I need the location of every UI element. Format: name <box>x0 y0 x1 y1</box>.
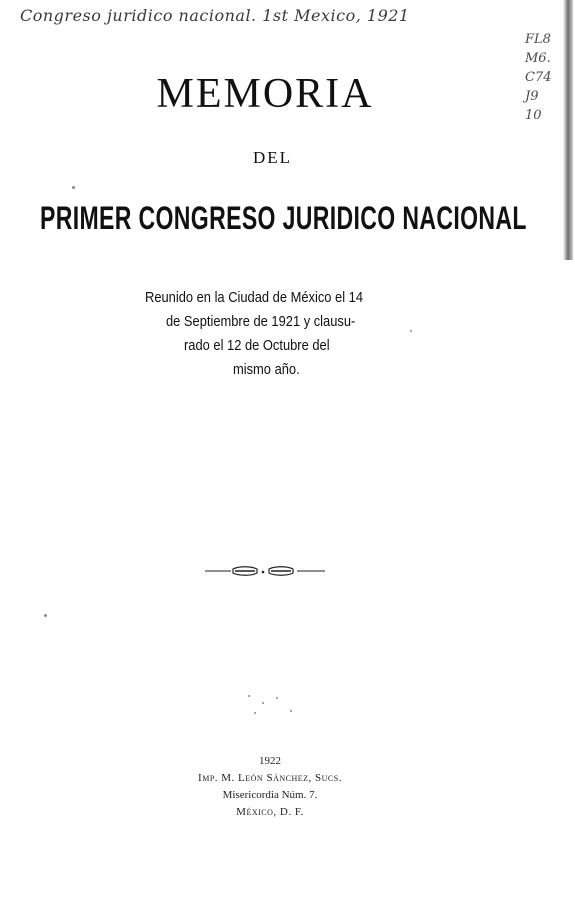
handwritten-annotation: Congreso juridico nacional. 1st Mexico, 1921 <box>20 6 410 25</box>
paper-speck <box>72 186 75 189</box>
imprint-city: México, D. F. <box>236 806 304 818</box>
imprint-block <box>100 753 440 821</box>
subtitle-block <box>140 286 410 382</box>
subtitle-line: mismo año. <box>233 361 300 378</box>
paper-speck <box>262 702 264 704</box>
subtitle-line: Reunido en la Ciudad de México el 14 <box>145 289 364 306</box>
subtitle-line: rado el 12 de Octubre del <box>184 337 330 354</box>
paper-speck <box>44 614 47 617</box>
imprint-year: 1922 <box>259 755 281 767</box>
paper-speck <box>254 712 256 714</box>
call-number-line: 10 <box>525 108 542 123</box>
call-number-line: C74 <box>525 70 552 85</box>
paper-speck <box>276 697 278 699</box>
title-del: DEL <box>252 148 293 167</box>
title-memoria: MEMORIA <box>156 71 374 117</box>
imprint-printer: Imp. M. León Sánchez, Sucs. <box>198 772 342 784</box>
paper-speck <box>248 695 250 697</box>
paper-speck <box>410 330 412 332</box>
subtitle-line: de Septiembre de 1921 y clausu- <box>166 313 356 330</box>
decorative-ornament <box>205 563 325 579</box>
call-number-line: FL8 <box>525 32 551 47</box>
paper-speck <box>290 710 292 712</box>
call-number-line: J9 <box>525 89 539 104</box>
imprint-address: Misericordia Núm. 7. <box>222 789 318 801</box>
call-number-line: M6. <box>525 51 551 66</box>
page-edge-shadow <box>563 0 573 260</box>
main-title: PRIMER CONGRESO JURIDICO NACIONAL <box>40 200 527 236</box>
